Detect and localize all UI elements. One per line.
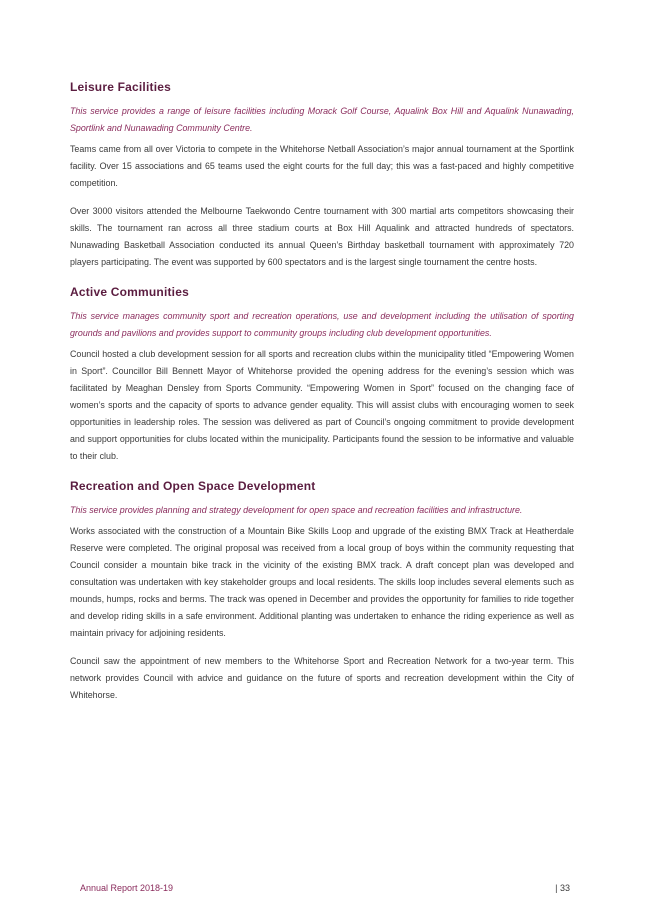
section-intro: This service provides planning and strategy development for open space and recreation facilities and infrastructure. [70, 505, 523, 515]
paragraph: Council saw the appointment of new members to the Whitehorse Sport and Recreation Network for a two-year term. This network provides Council with advice and guidance on the future of sports and recreation development within the City of Whitehorse. [70, 656, 574, 700]
footer-report-title: Annual Report 2018-19 [80, 883, 174, 893]
section-heading: Recreation and Open Space Development [70, 479, 316, 493]
paragraph: Over 3000 visitors attended the Melbourne Taekwondo Centre tournament with 300 martial arts competitors showcasing their skills. The tournament ran across all three stadium courts at Box Hill Aqualink and attracted hundreds of spectators. Nunawading Basketball Association conducted its annual Queen’s Birthday basketball tournament with approximately 720 players participating. The event was supported by 600 spectators and is the largest single tournament the centre hosts. [70, 206, 574, 267]
section-intro: This service provides a range of leisure facilities including Morack Golf Course, Aqualink Box Hill and Aqualink Nunawading, Sportlink and Nunawading Community Centre. [70, 106, 574, 133]
paragraph: Works associated with the construction of a Mountain Bike Skills Loop and upgrade of the existing BMX Track at Heatherdale Reserve were completed. The original proposal was received from a local group of boys within the community requesting that Council consider a mountain bike track in the vicinity of the existing BMX track. A draft concept plan was developed and consultation was undertaken with key stakeholder groups and local residents. The skills loop includes several elements such as mounds, humps, rocks and berms. The track was opened in December and provides the opportunity for families to ride together and develop riding skills in a safe environment. Additional planting was undertaken to enhance the riding experience as well as maintain privacy for adjoining residents. [70, 526, 574, 638]
page-content [70, 79, 574, 717]
section-heading: Leisure Facilities [70, 80, 171, 94]
section-leisure-facilities [70, 79, 574, 271]
paragraph: Teams came from all over Victoria to compete in the Whitehorse Netball Association’s major annual tournament at the Sportlink facility. Over 15 associations and 65 teams used the eight courts for the full day; this was a fast-paced and highly competitive competition. [70, 144, 574, 188]
section-active-communities [70, 284, 574, 465]
section-heading: Active Communities [70, 285, 189, 299]
section-recreation-open-space [70, 478, 574, 704]
paragraph: Council hosted a club development session for all sports and recreation clubs within the municipality titled “Empowering Women in Sport”. Councillor Bill Bennett Mayor of Whitehorse provided the opening address for the evening’s session which was facilitated by Meaghan Densley from Sports Community. “Empowering Women in Sport” focused on the changing face of women’s sports and the capacity of sports to advance gender equality. This will assist clubs with encouraging women to seek opportunities in leadership roles. The session was delivered as part of Council’s ongoing commitment to provide development and support opportunities for clubs located within the municipality. Participants found the session to be informative and valuable to their club. [70, 349, 574, 461]
section-intro: This service manages community sport and recreation operations, use and development including the utilisation of sporting grounds and pavilions and provides support to community groups including club development opportunities. [70, 311, 574, 338]
footer-page-number: | 33 [555, 883, 570, 893]
